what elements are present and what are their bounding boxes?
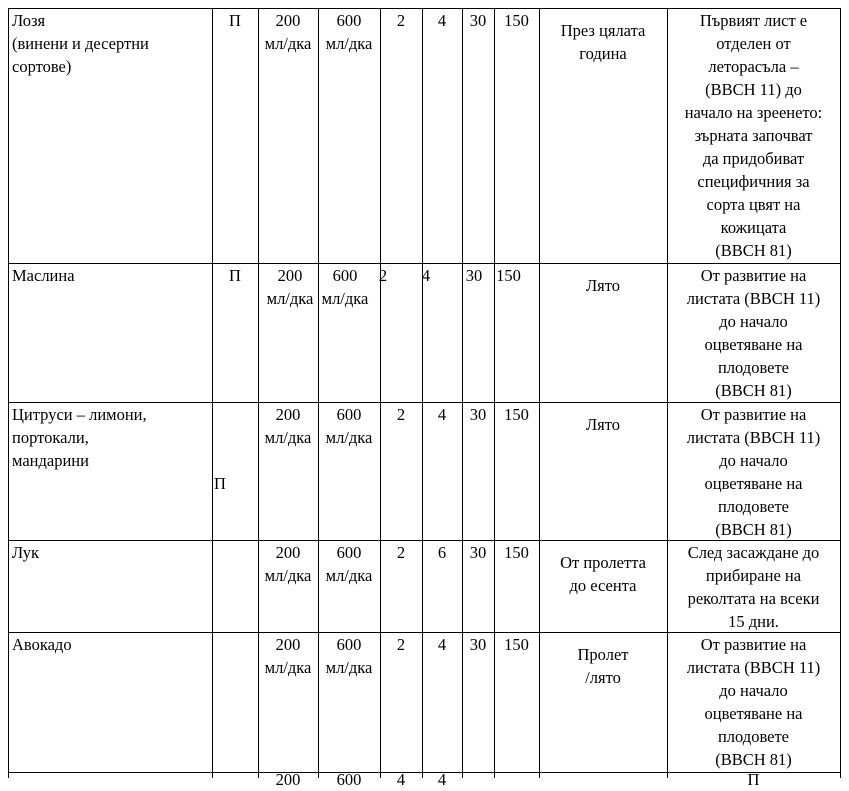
cell-phase-cut — [667, 770, 840, 789]
cell-line: От развитие на — [700, 405, 807, 424]
cell-line: Маслина — [12, 266, 75, 285]
column-divider — [380, 8, 381, 778]
cell-line: 200 — [275, 11, 301, 30]
cell-dose_min — [260, 264, 320, 310]
cell-dose_min — [258, 9, 318, 55]
cell-line: 600 — [336, 543, 362, 562]
cell-line: плодовете — [717, 358, 790, 377]
cell-n1: 2 — [378, 266, 388, 285]
cell-line: Пролет — [577, 645, 629, 664]
cell-line: 600 — [336, 11, 362, 30]
cell-line: мл/дка — [264, 658, 312, 677]
cell-line: 600 — [332, 266, 358, 285]
cell-line: (BBCH 81) — [715, 381, 792, 400]
cell-line: След засаждане до — [687, 543, 820, 562]
cell-line: (BBCH 81) — [715, 750, 792, 769]
cell-line: мл/дка — [264, 428, 312, 447]
cell-line: Лято — [585, 276, 621, 295]
cell-line: зърната започват — [694, 126, 813, 145]
cell-line: плодовете — [717, 727, 790, 746]
cell-crop — [12, 9, 212, 78]
cell-season — [539, 274, 667, 297]
column-divider — [840, 8, 841, 778]
cell-n1: 2 — [396, 635, 406, 654]
cell-n2: 4 — [421, 266, 431, 285]
cell-line: (винени и десертни — [12, 34, 149, 53]
cell-line: начало на зреенето: — [684, 103, 823, 122]
cell-line: 4 — [437, 770, 447, 789]
cell-line: прибиране на — [705, 566, 802, 585]
cell-line: година — [579, 44, 627, 63]
cell-line: до начало — [719, 681, 788, 700]
cell-line: мл/дка — [325, 428, 373, 447]
column-divider — [8, 8, 9, 778]
cell-line: мл/дка — [264, 34, 312, 53]
cell-n1: 2 — [396, 405, 406, 424]
cell-n4: 150 — [496, 266, 521, 285]
cell-line: до начало — [719, 451, 788, 470]
cell-n1: 2 — [396, 11, 406, 30]
cell-line: оцветяване на — [704, 335, 803, 354]
cell-crop — [12, 403, 212, 472]
cell-line: реколтата на всеки — [687, 589, 820, 608]
cell-dose_min — [258, 541, 318, 587]
cell-dose_min — [258, 633, 318, 679]
cell-line: /лято — [585, 668, 621, 687]
cell-line: 15 дни. — [728, 612, 779, 631]
cell-n4: 150 — [504, 405, 529, 424]
cell-line: кожицата — [720, 218, 787, 237]
cell-phase — [667, 9, 840, 262]
cell-n2: 4 — [437, 635, 447, 654]
column-divider — [462, 8, 463, 778]
cell-line: Авокадо — [12, 635, 72, 654]
cell-line: От развитие на — [700, 635, 807, 654]
cell-n2: 4 — [437, 11, 447, 30]
cell-mark: П — [229, 11, 241, 30]
cell-n2: 4 — [437, 405, 447, 424]
cell-n2: 6 — [437, 543, 447, 562]
cell-line: до есента — [569, 576, 637, 595]
cell-line: мл/дка — [325, 566, 373, 585]
cell-line: Лозя — [12, 11, 46, 30]
cell-line: 200 — [275, 635, 301, 654]
cell-line: портокали, — [12, 428, 89, 447]
cell-line: мл/дка — [264, 566, 312, 585]
cell-dose_min — [258, 403, 318, 449]
cell-line: сорта цвят на — [706, 195, 801, 214]
cell-line: Цитруси – лимони, — [12, 405, 147, 424]
cell-n2-cut — [422, 770, 462, 789]
cell-line: плодовете — [717, 497, 790, 516]
cell-line: сортове) — [12, 57, 72, 76]
cell-season — [539, 413, 667, 436]
cell-line: 200 — [275, 770, 301, 789]
cell-line: 4 — [396, 770, 406, 789]
cell-dose_max — [318, 541, 380, 587]
cell-line: да придобиват — [702, 149, 805, 168]
cell-n3: 30 — [469, 635, 487, 654]
cell-line: отделен от — [716, 34, 791, 53]
cell-line: оцветяване на — [704, 474, 803, 493]
cell-line: мл/дка — [266, 289, 314, 308]
cell-mark: П — [214, 474, 226, 493]
column-divider — [212, 8, 213, 778]
cell-line: листата (BBCH 11) — [686, 289, 821, 308]
cell-dose_max-cut — [318, 770, 380, 789]
cell-n3: 30 — [465, 266, 483, 285]
cell-line: 600 — [336, 635, 362, 654]
cell-season — [539, 643, 667, 689]
cell-line: 600 — [336, 405, 362, 424]
cell-season — [539, 19, 667, 65]
cell-n4: 150 — [504, 543, 529, 562]
cell-n1: 2 — [396, 543, 406, 562]
cell-line: П — [747, 770, 760, 789]
cell-phase — [667, 541, 840, 633]
column-divider — [494, 8, 495, 778]
cell-line: 200 — [277, 266, 303, 285]
cell-dose_max — [318, 633, 380, 679]
cell-line: (BBCH 81) — [715, 520, 792, 539]
cell-season — [539, 551, 667, 597]
cell-line: 200 — [275, 405, 301, 424]
cell-line: 600 — [336, 770, 362, 789]
cell-dose_max — [318, 403, 380, 449]
cell-line: листата (BBCH 11) — [686, 658, 821, 677]
cell-line: (BBCH 81) — [715, 241, 792, 260]
cell-line: От пролетта — [560, 553, 646, 572]
cell-n4: 150 — [504, 635, 529, 654]
cell-phase — [667, 633, 840, 771]
cell-line: През цялата — [560, 21, 646, 40]
cell-crop — [12, 541, 212, 564]
cell-phase — [667, 264, 840, 402]
cell-crop — [12, 264, 212, 287]
cell-line: Първият лист е — [699, 11, 808, 30]
cell-line: оцветяване на — [704, 704, 803, 723]
cell-mark: П — [229, 266, 241, 285]
cell-line: мандарини — [12, 451, 89, 470]
cell-dose_max — [318, 9, 380, 55]
cell-n3: 30 — [469, 11, 487, 30]
cell-n4: 150 — [504, 11, 529, 30]
cell-line: специфичния за — [697, 172, 810, 191]
cell-line: леторасъла – — [708, 57, 799, 76]
cell-line: до начало — [719, 312, 788, 331]
cell-line: листата (BBCH 11) — [686, 428, 821, 447]
cell-line: мл/дка — [325, 34, 373, 53]
cell-line: 200 — [275, 543, 301, 562]
cell-line: Лук — [12, 543, 40, 562]
cell-line: От развитие на — [700, 266, 807, 285]
cell-n3: 30 — [469, 543, 487, 562]
cell-phase — [667, 403, 840, 541]
cell-line: мл/дка — [325, 658, 373, 677]
cell-line: Лято — [585, 415, 621, 434]
cell-dose_min-cut — [258, 770, 318, 789]
cell-line: мл/дка — [321, 289, 369, 308]
cell-line: (BBCH 11) до — [705, 80, 802, 99]
cell-n1-cut — [380, 770, 422, 789]
column-divider — [422, 8, 423, 778]
cell-crop — [12, 633, 212, 656]
cell-n3: 30 — [469, 405, 487, 424]
